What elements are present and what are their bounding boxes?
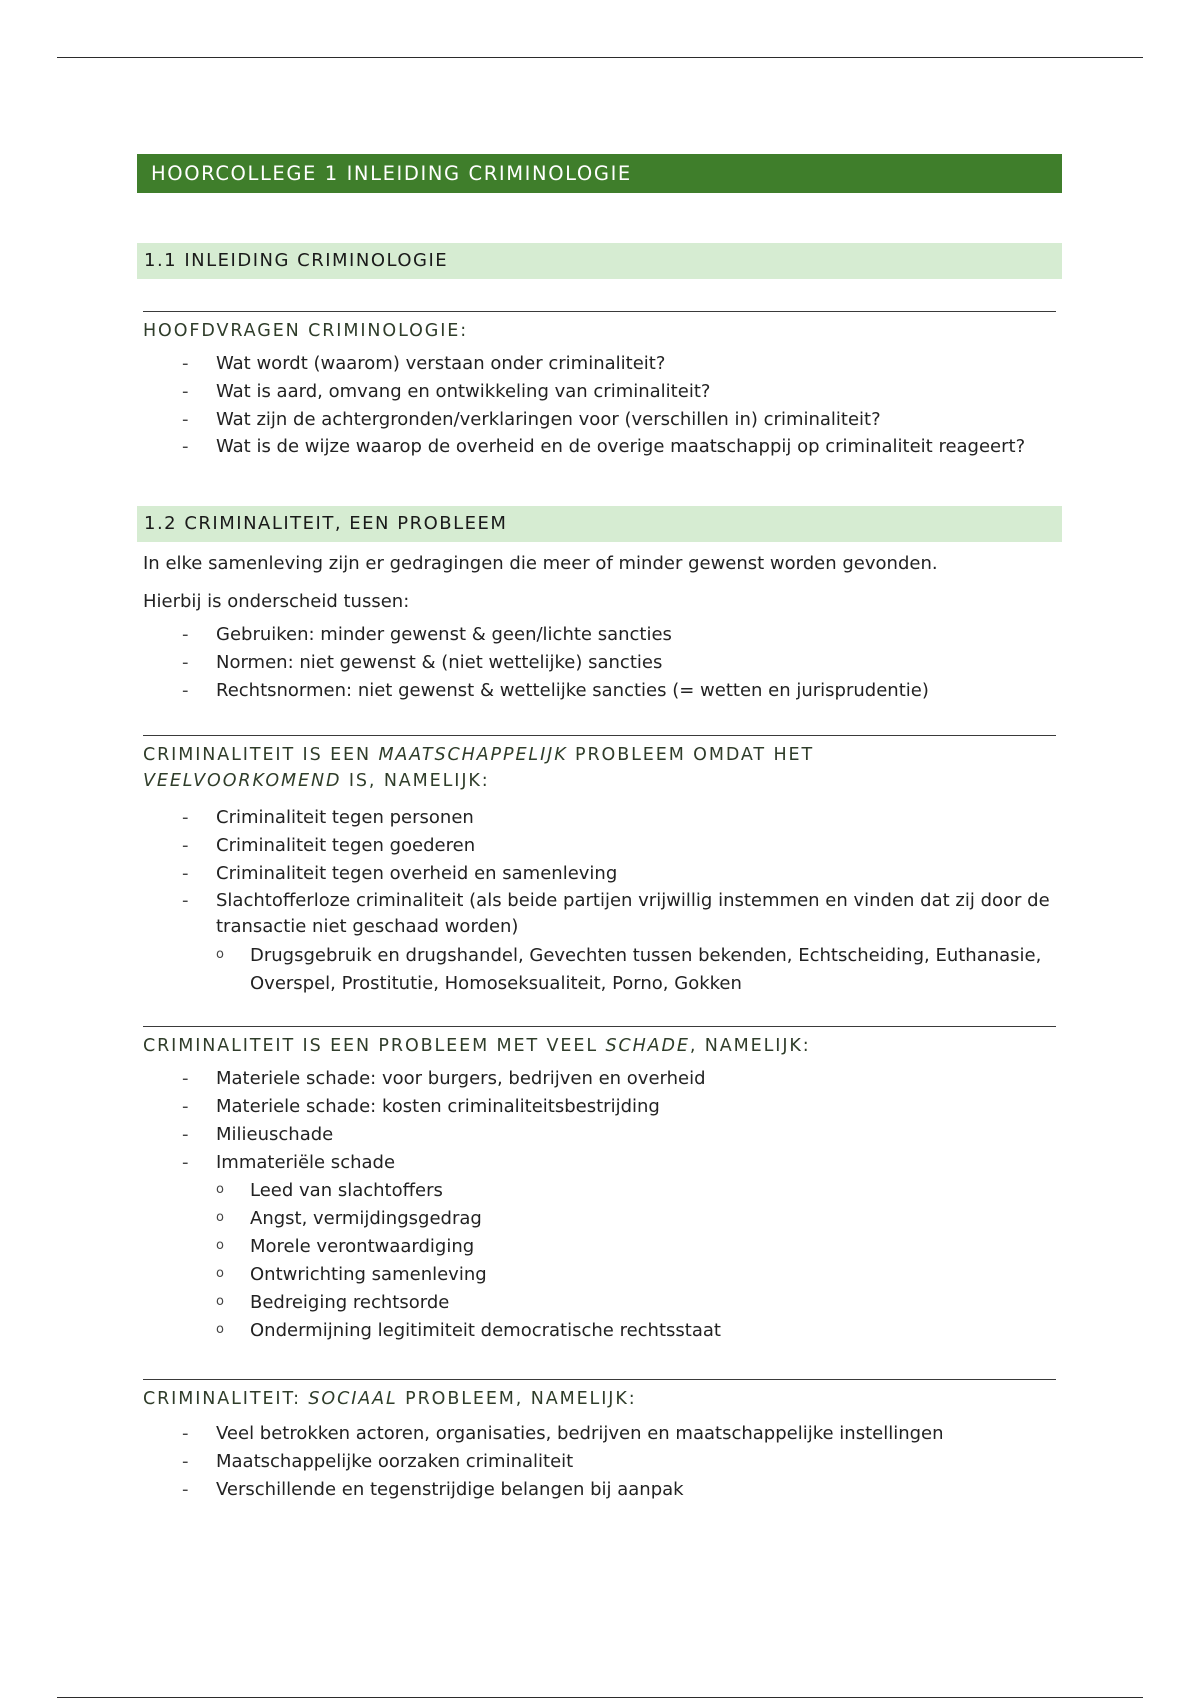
list-item: - Gebruiken: minder gewenst & geen/lichte sancties (137, 621, 1062, 649)
list-item: - Normen: niet gewenst & (niet wettelijke) sancties (137, 649, 1062, 677)
document-title: HOORCOLLEGE 1 INLEIDING CRIMINOLOGIE (137, 154, 1062, 193)
sub-list-item: o Drugsgebruik en drugshandel, Gevechten tussen bekenden, Echtscheiding, Euthanasie, Overspel, Prostitutie, Homoseksualiteit, Porno, Gokken (177, 942, 1062, 998)
sub-list-item: o Morele verontwaardiging (177, 1233, 1062, 1261)
list-item: - Wat wordt (waarom) verstaan onder criminaliteit? (137, 350, 1062, 378)
list-item: - Milieuschade (137, 1121, 1062, 1149)
list-item: - Immateriële schade (137, 1149, 1062, 1177)
sub-list-item: o Ondermijning legitimiteit democratische rechtsstaat (177, 1317, 1062, 1345)
list-item: - Criminaliteit tegen personen (137, 804, 1062, 832)
subheading-schade: CRIMINALITEIT IS EEN PROBLEEM MET VEEL SCHADE, NAMELIJK: (143, 1026, 1056, 1059)
list-item: - Wat zijn de achtergronden/verklaringen voor (verschillen in) criminaliteit? (137, 406, 1062, 434)
section-heading-1-1: 1.1 INLEIDING CRIMINOLOGIE (137, 243, 1062, 279)
sub-list-item: o Angst, vermijdingsgedrag (177, 1205, 1062, 1233)
list-item: - Rechtsnormen: niet gewenst & wettelijke sancties (= wetten en jurisprudentie) (137, 677, 1062, 705)
list-item: - Wat is aard, omvang en ontwikkeling van criminaliteit? (137, 378, 1062, 406)
subheading-hoofdvragen: HOOFDVRAGEN CRIMINOLOGIE: (143, 311, 1056, 344)
list-item: - Wat is de wijze waarop de overheid en de overige maatschappij op criminaliteit reageert? (137, 434, 1062, 460)
list-schade (137, 1065, 1062, 1177)
page-bottom-rule (57, 1697, 1143, 1698)
list-item: - Verschillende en tegenstrijdige belangen bij aanpak (137, 1476, 1062, 1504)
list-item: - Maatschappelijke oorzaken criminaliteit (137, 1448, 1062, 1476)
list-item: - Slachtofferloze criminaliteit (als beide partijen vrijwillig instemmen en vinden dat zij door de transactie niet geschaad worden) (137, 888, 1062, 940)
document-content (137, 154, 1062, 1504)
list-item: - Materiele schade: voor burgers, bedrijven en overheid (137, 1065, 1062, 1093)
sub-list-item: o Leed van slachtoffers (177, 1177, 1062, 1205)
sub-list-item: o Ontwrichting samenleving (177, 1261, 1062, 1289)
list-hoofdvragen (137, 350, 1062, 460)
paragraph-intro: In elke samenleving zijn er gedragingen die meer of minder gewenst worden gevonden. (143, 553, 938, 574)
paragraph-onderscheid: Hierbij is onderscheid tussen: (143, 591, 410, 612)
list-item: - Criminaliteit tegen goederen (137, 832, 1062, 860)
subheading-sociaal: CRIMINALITEIT: SOCIAAL PROBLEEM, NAMELIJK: (143, 1379, 1056, 1412)
list-normen (137, 621, 1062, 705)
list-sociaal (137, 1420, 1062, 1504)
list-item: - Materiele schade: kosten criminaliteitsbestrijding (137, 1093, 1062, 1121)
page-top-rule (57, 57, 1143, 58)
sublist-immateriele-schade (177, 1177, 1062, 1345)
subheading-maatschappelijk: CRIMINALITEIT IS EEN MAATSCHAPPELIJK PROBLEEM OMDAT HET VEELVOORKOMEND IS, NAMELIJK: (143, 735, 1056, 794)
list-item: - Veel betrokken actoren, organisaties, bedrijven en maatschappelijke instellingen (137, 1420, 1062, 1448)
list-maatschappelijk (137, 804, 1062, 940)
list-item: - Criminaliteit tegen overheid en samenleving (137, 860, 1062, 888)
section-heading-1-2: 1.2 CRIMINALITEIT, EEN PROBLEEM (137, 506, 1062, 542)
sublist-slachtofferloos (177, 942, 1062, 998)
sub-list-item: o Bedreiging rechtsorde (177, 1289, 1062, 1317)
